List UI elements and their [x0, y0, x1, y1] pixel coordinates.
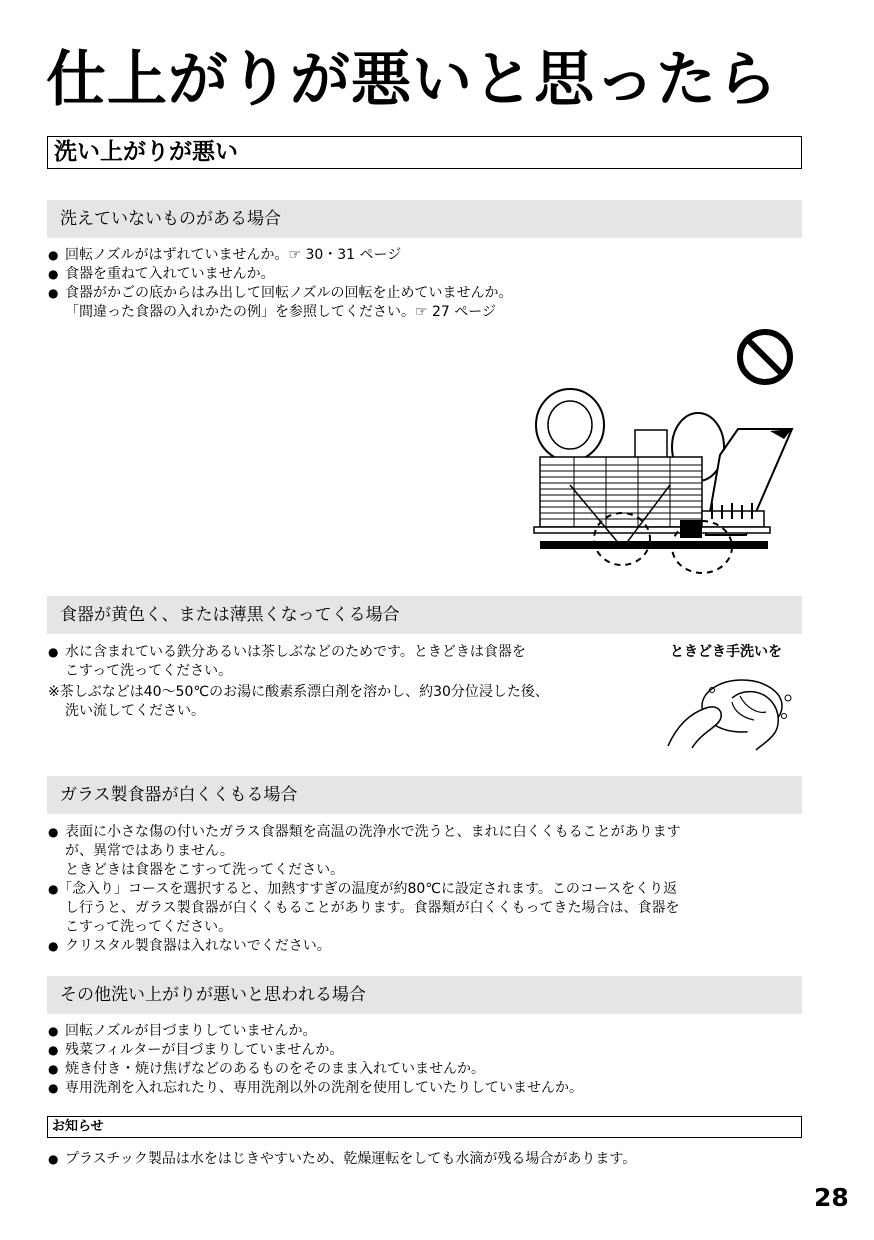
notice-frame [47, 1116, 802, 1138]
illustration-caption: ときどき手洗いを [670, 644, 782, 660]
bullet-icon: ● [48, 1081, 59, 1095]
bullet-icon: ● [48, 1062, 59, 1076]
section-heading-band [47, 596, 802, 634]
section-heading-band [47, 976, 802, 1014]
section-heading: 洗えていないものがある場合 [60, 209, 281, 229]
list-item: 回転ノズルが目づまりしていませんか。 [65, 1023, 317, 1039]
list-item: 表面に小さな傷の付いたガラス食器類を高温の洗浄水で洗うと、まれに白くくもることがあります [65, 824, 681, 840]
list-item-continuation: 「間違った食器の入れかたの例」を参照してください。☞ 27 ページ [65, 304, 496, 320]
notice-text: プラスチック製品は水をはじきやすいため、乾燥運転をしても水滴が残る場合があります。 [65, 1151, 637, 1167]
bullet-icon: ● [48, 825, 59, 839]
list-item: 焼き付き・焼け焦げなどのあるものをそのまま入れていませんか。 [65, 1061, 485, 1077]
list-item: 残菜フィルターが目づまりしていませんか。 [65, 1042, 344, 1058]
page-subtitle: 洗い上がりが悪い [54, 139, 238, 165]
bullet-icon: ● [48, 645, 59, 659]
bullet-icon: ● [48, 882, 59, 896]
section-heading-band [47, 200, 802, 238]
bullet-icon: ● [48, 286, 59, 300]
list-item-continuation: が、異常ではありません。 [65, 843, 234, 859]
notice-label: お知らせ [52, 1119, 104, 1134]
hand-washing-illustration [662, 668, 802, 750]
list-item: 「念入り」コースを選択すると、加熱すすぎの温度が約80℃に設定されます。このコースをくり返 [58, 881, 678, 897]
bullet-icon: ● [48, 1152, 59, 1166]
section-heading-band [47, 776, 802, 814]
list-item-continuation: こすって洗ってください。 [65, 919, 233, 935]
bullet-icon: ● [48, 1024, 59, 1038]
section-heading: その他洗い上がりが悪いと思われる場合 [60, 985, 366, 1005]
list-item-continuation: し行うと、ガラス製食器が白くくもることがあります。食器類が白くくもってきた場合は、食器を [65, 900, 680, 916]
section-heading: 食器が黄色く、または薄黒くなってくる場合 [60, 605, 400, 625]
list-item: 回転ノズルがはずれていませんか。☞ 30・31 ページ [65, 247, 402, 263]
list-item: 専用洗剤を入れ忘れたり、専用洗剤以外の洗剤を使用していたりしていませんか。 [65, 1080, 583, 1096]
note-item: ※茶しぶなどは40～50℃のお湯に酸素系漂白剤を溶かし、約30分位浸した後、 [48, 684, 549, 700]
bullet-icon: ● [48, 1043, 59, 1057]
bullet-icon: ● [48, 939, 59, 953]
bullet-icon: ● [48, 248, 59, 262]
dish-rack-illustration [530, 385, 800, 575]
page-number: 28 [814, 1183, 849, 1212]
bullet-icon: ● [48, 267, 59, 281]
prohibition-icon [736, 328, 794, 386]
list-item: クリスタル製食器は入れないでください。 [65, 938, 331, 954]
list-item: 食器がかごの底からはみ出して回転ノズルの回転を止めていませんか。 [65, 285, 513, 301]
list-item: 水に含まれている鉄分あるいは茶しぶなどのためです。ときどきは食器を [65, 644, 526, 660]
page-title: 仕上がりが悪いと思ったら [46, 45, 778, 115]
note-item-continuation: 洗い流してください。 [65, 703, 205, 719]
list-item-continuation: こすって洗ってください。 [65, 663, 233, 679]
list-item: 食器を重ねて入れていませんか。 [65, 266, 275, 282]
section-heading: ガラス製食器が白くくもる場合 [60, 785, 298, 805]
list-item-continuation: ときどきは食器をこすって洗ってください。 [65, 862, 345, 878]
